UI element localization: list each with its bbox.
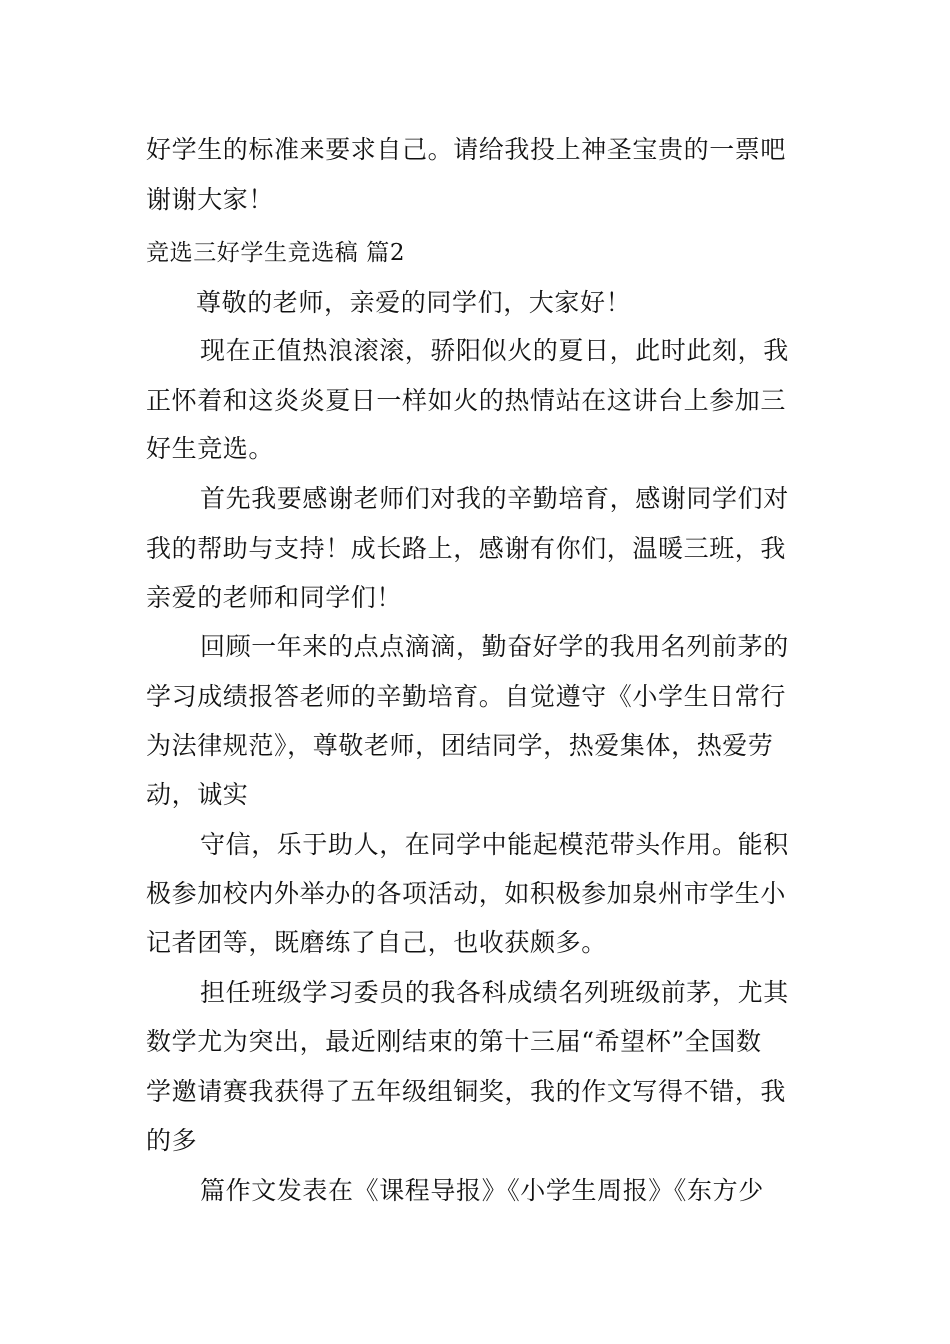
text-line: 亲爱的老师和同学们！ — [146, 583, 403, 612]
text-line: 为法律规范》，尊敬老师，团结同学，热爱集体，热爱劳 — [146, 731, 774, 760]
text-line: 正怀着和这炎炎夏日一样如火的热情站在这讲台上参加三 — [146, 386, 787, 415]
text-line: 数学尤为突出，最近刚结束的第十三届“希望杯”全国数 — [146, 1027, 762, 1056]
text-line: 动，诚实 — [146, 780, 249, 809]
text-line: 守信，乐于助人，在同学中能起模范带头作用。能积 — [200, 830, 789, 859]
text-line: 极参加校内外举办的各项活动，如积极参加泉州市学生小 — [146, 879, 787, 908]
text-line: 谢谢大家！ — [146, 185, 275, 214]
text-line: 我的帮助与支持！成长路上，感谢有你们，温暖三班，我 — [146, 534, 787, 563]
text-line: 的多 — [146, 1126, 198, 1155]
text-line: 学习成绩报答老师的辛勤培育。自觉遵守《小学生日常行 — [146, 682, 787, 711]
text-line: 现在正值热浪滚滚，骄阳似火的夏日，此时此刻，我 — [200, 336, 789, 365]
text-line: 好学生的标准来要求自己。请给我投上神圣宝贵的一票吧 — [146, 135, 787, 164]
text-line: 好生竞选。 — [146, 434, 275, 463]
text-line: 担任班级学习委员的我各科成绩名列班级前茅，尤其 — [200, 978, 789, 1007]
text-line: 学邀请赛我获得了五年级组铜奖，我的作文写得不错，我 — [146, 1077, 787, 1106]
section-heading: 竞选三好学生竞选稿 篇2 — [146, 240, 406, 266]
text-line: 篇作文发表在《课程导报》《小学生周报》《东方少 — [200, 1176, 764, 1205]
greeting-line: 尊敬的老师，亲爱的同学们，大家好！ — [196, 288, 632, 317]
text-line: 记者团等，既磨练了自己，也收获颇多。 — [146, 928, 607, 957]
text-line: 回顾一年来的点点滴滴，勤奋好学的我用名列前茅的 — [200, 632, 789, 661]
text-line: 首先我要感谢老师们对我的辛勤培育，感谢同学们对 — [200, 484, 789, 513]
